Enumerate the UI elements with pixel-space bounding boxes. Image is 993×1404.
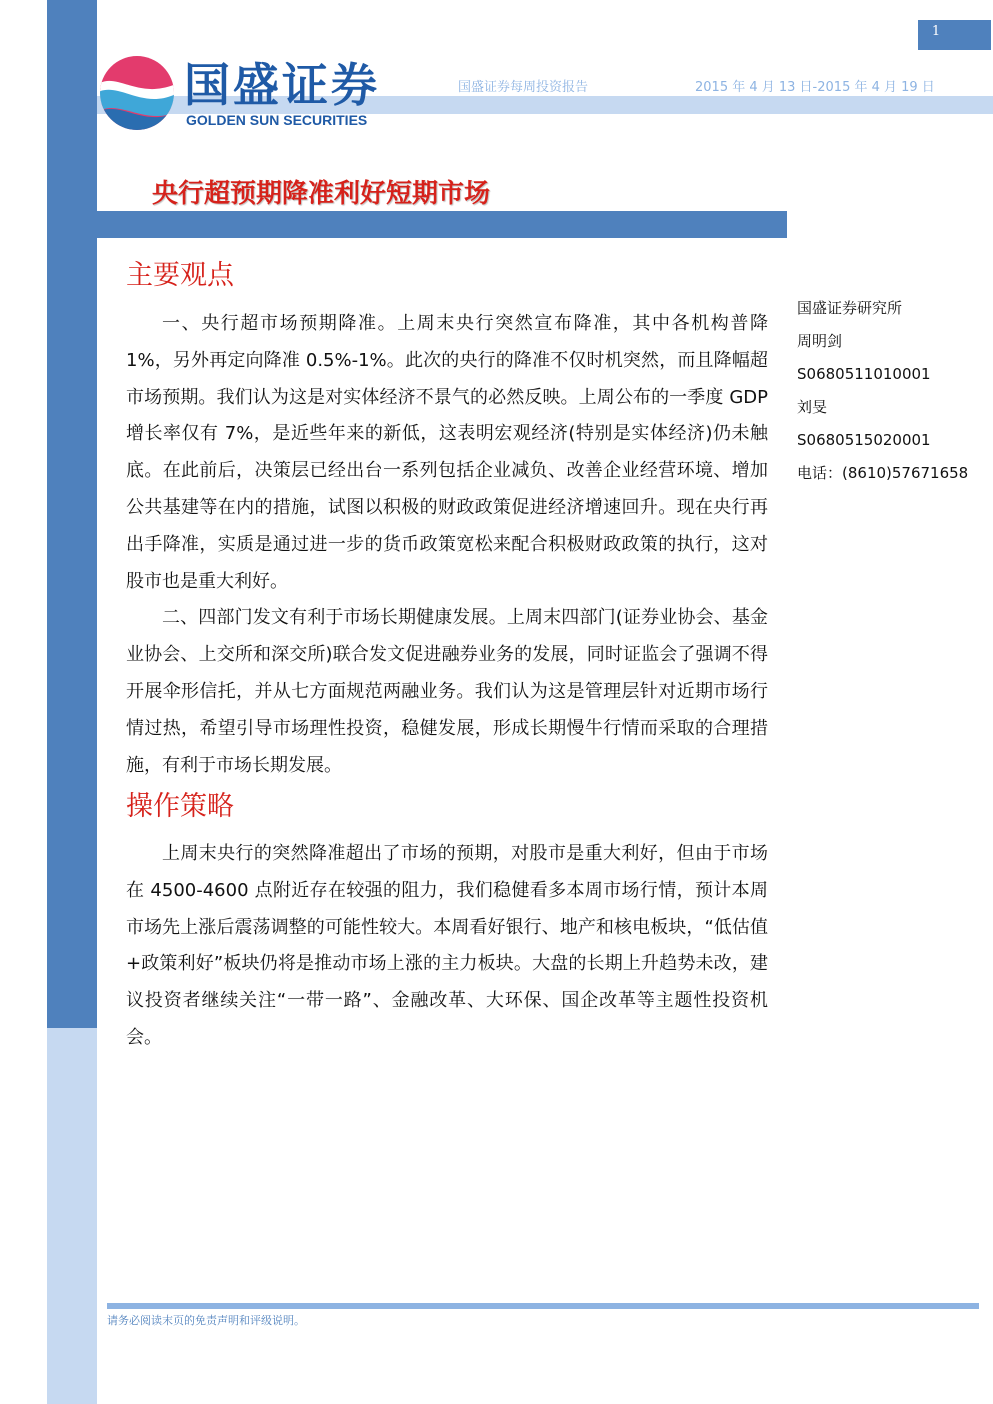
section-heading-views: 主要观点 (126, 260, 234, 291)
page-number: 1 (931, 24, 941, 39)
footer-disclaimer: 请务必阅读末页的免责声明和评级说明。 (107, 1314, 305, 1327)
analyst-license: S0680511010001 (797, 365, 931, 383)
report-date-range: 2015 年 4 月 13 日-2015 年 4 月 19 日 (695, 80, 935, 95)
phone-number: 电话：(8610)57671658 (797, 464, 969, 482)
analyst-name: 刘旻 (797, 398, 828, 416)
logo-english-name: GOLDEN SUN SECURITIES (186, 112, 368, 128)
left-accent-bar (47, 0, 97, 1028)
document-title: 央行超预期降准利好短期市场 (152, 179, 491, 209)
institute-name: 国盛证券研究所 (797, 299, 903, 317)
footer-divider (107, 1303, 979, 1309)
views-body (126, 306, 768, 784)
report-name: 国盛证券每周投资报告 (458, 80, 589, 95)
paragraph: 一、央行超市场预期降准。上周末央行突然宣布降准，其中各机构普降 1%，另外再定向降准 0.5%-1%。此次的央行的降准不仅时机突然，而且降幅超市场预期。我们认为这是对实体经济不景气的必然反映。上周公布的一季度 GDP 增长率仅有 7%，是近些年来的新低，这表明宏观经济(特别是实体经济)仍未触底。在此前后，决策层已经出台一系列包括企业减负、改善企业经营环境、增加公共基建等在内的措施，试图以积极的财政政策促进经济增速回升。现在央行再出手降准，实质是通过进一步的货币政策宽松来配合积极财政政策的执行，这对股市也是重大利好。 (126, 313, 768, 592)
section-heading-strategy: 操作策略 (126, 791, 234, 822)
paragraph: 上周末央行的突然降准超出了市场的预期，对股市是重大利好，但由于市场在 4500-4600 点附近存在较强的阻力，我们稳健看多本周市场行情，预计本周市场先上涨后震荡调整的可能性较大。本周看好银行、地产和核电板块，“低估值+政策利好”板块仍将是推动市场上涨的主力板块。大盘的长期上升趋势未改，建议投资者继续关注“一带一路”、金融改革、大环保、国企改革等主题性投资机会。 (126, 843, 768, 1048)
analyst-license: S0680515020001 (797, 431, 931, 449)
title-divider (97, 211, 787, 238)
paragraph: 二、四部门发文有利于市场长期健康发展。上周末四部门(证券业协会、基金业协会、上交所和深交所)联合发文促进融券业务的发展，同时证监会了强调不得开展伞形信托，并从七方面规范两融业务。我们认为这是管理层针对近期市场行情过热，希望引导市场理性投资，稳健发展，形成长期慢牛行情而采取的合理措施，有利于市场长期发展。 (126, 607, 768, 776)
strategy-body (126, 836, 768, 1057)
logo-chinese-name: 国盛证券 (184, 58, 380, 112)
analyst-info (797, 292, 987, 490)
logo-icon (98, 54, 176, 132)
left-accent-bar-light (47, 1028, 97, 1404)
analyst-name: 周明剑 (797, 332, 843, 350)
